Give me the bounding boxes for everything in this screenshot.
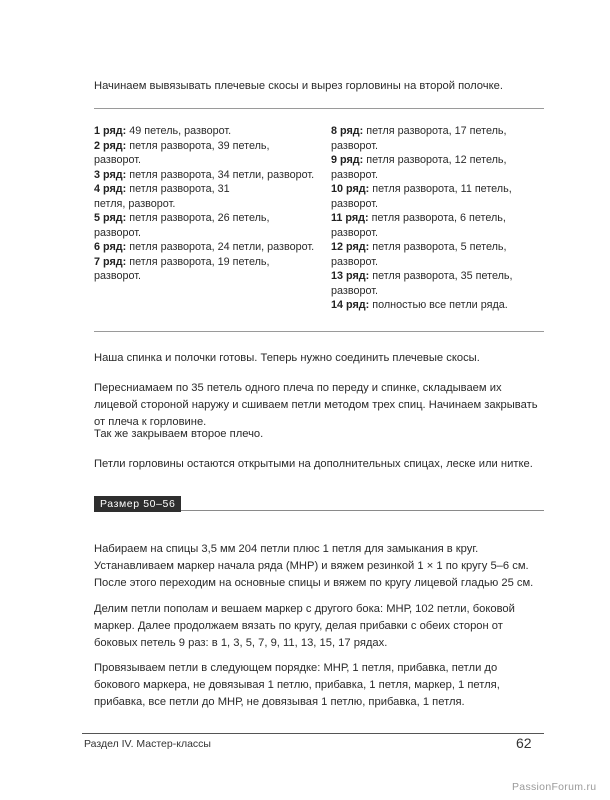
rows-left-column [94, 124, 316, 284]
watermark: PassionForum.ru [512, 781, 597, 793]
page-number: 62 [516, 735, 532, 751]
row-10: 10 ряд: петля разворота, 11 петель, разворот. [331, 183, 512, 210]
paragraph-shoulders: Пересниамаем по 35 петель одного плеча по переду и спинке, складываем их лицевой стороной наружу и сшиваем петли методом трех спиц. Начинаем закрывать от плеча к горловине. [94, 382, 538, 428]
divider-bottom [94, 331, 544, 332]
footer-divider [82, 733, 544, 734]
intro-text: Начинаем вывязывать плечевые скосы и вырез горловины на второй полочке. [94, 80, 503, 92]
row-12: 12 ряд: петля разворота, 5 петель, разворот. [331, 241, 507, 268]
row-13: 13 ряд: петля разворота, 35 петель, разворот. [331, 270, 513, 297]
row-4: 4 ряд: петля разворота, 31 петля, разворот. [94, 183, 230, 210]
row-14: 14 ряд: полностью все петли ряда. [331, 299, 508, 311]
paragraph-ready: Наша спинка и полочки готовы. Теперь нужно соединить плечевые скосы. [94, 352, 480, 364]
paragraph-cast-on: Набираем на спицы 3,5 мм 204 петли плюс 1 петля для замыкания в круг. Устанавливаем маркер начала ряда (МНР) и вяжем резинкой 1 × 1 по кругу 5–6 см. После этого переходим на основные спицы и вяжем по кругу лицевой гладью 25 см. [94, 543, 534, 589]
row-11: 11 ряд: петля разворота, 6 петель, разворот. [331, 212, 506, 239]
row-7: 7 ряд: петля разворота, 19 петель, разворот. [94, 255, 270, 282]
paragraph-increases: Делим петли пополам и вешаем маркер с другого бока: МНР, 102 петли, боковой маркер. Далее продолжаем вязать по кругу, делая прибавки с обеих сторон от боковых петель 9 раз: в 1, 3, 5, 7, 9, 11, 13, 15, 17 рядах. [94, 603, 515, 649]
row-5: 5 ряд: петля разворота, 26 петель, разворот. [94, 212, 270, 239]
row-2: 2 ряд: петля разворота, 39 петель, разворот. [94, 139, 270, 166]
divider-top [94, 108, 544, 109]
paragraph-neckline: Петли горловины остаются открытыми на дополнительных спицах, леске или нитке. [94, 458, 533, 470]
paragraph-second-shoulder: Так же закрываем второе плечо. [94, 428, 264, 440]
row-8: 8 ряд: петля разворота, 17 петель, разворот. [331, 125, 507, 152]
row-3: 3 ряд: петля разворота, 34 петли, разворот. [94, 168, 315, 181]
footer-section: Раздел IV. Мастер-классы [84, 738, 211, 750]
row-1: 1 ряд: 49 петель, разворот. [94, 125, 232, 137]
row-6: 6 ряд: петля разворота, 24 петли, разворот. [94, 241, 315, 253]
size-heading [94, 494, 544, 511]
paragraph-order: Провязываем петли в следующем порядке: МНР, 1 петля, прибавка, петли до бокового маркера, не довязывая 1 петлю, прибавка, 1 петля, маркер, 1 петля, прибавка, все петли до МНР, не довязывая 1 петлю, прибавка, 1 петля. [94, 662, 500, 708]
rows-right-column [331, 124, 546, 313]
row-9: 9 ряд: петля разворота, 12 петель, разворот. [331, 154, 507, 181]
size-label: Размер 50–56 [94, 496, 181, 512]
